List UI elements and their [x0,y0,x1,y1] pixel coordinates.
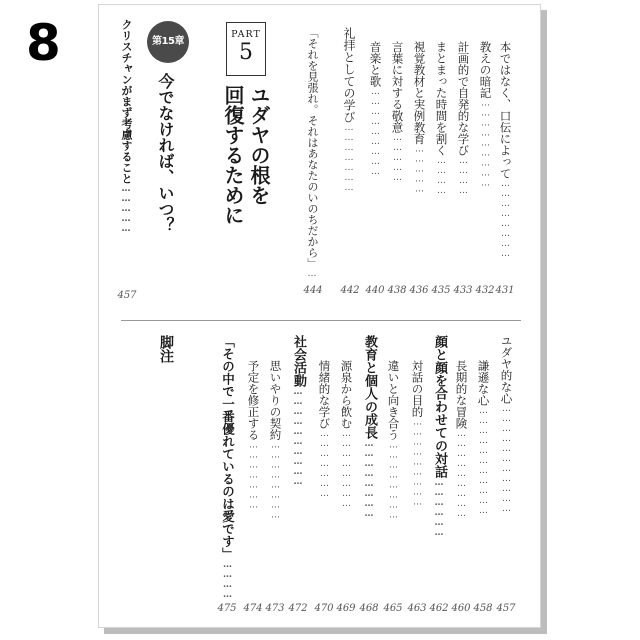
toc-page-ref: 433 [453,285,473,296]
toc-entry[interactable]: 本ではなく、口伝によって…………………… [498,41,513,259]
toc-page-ref: 442 [340,285,360,296]
toc-page-ref: 432 [475,285,495,296]
page-number: 8 [26,14,61,72]
toc-entry[interactable]: クリスチャンがまず考慮すること…………… [120,19,133,234]
toc-entry[interactable]: 源泉から飲む…………………… [339,360,354,509]
toc-page-ref: 463 [407,603,427,614]
toc-page-ref: 472 [288,603,308,614]
toc-entry[interactable]: ユダヤ的な心…………………………… [499,335,514,514]
toc-page-ref: 458 [473,603,493,614]
toc-page-ref: 465 [383,603,403,614]
toc-entry[interactable]: 言葉に対する敬意…………… [390,41,405,183]
toc-entry[interactable]: 「それを見張れ。それはあなたのいのちだから」… [306,27,319,279]
footnotes-label[interactable]: 脚注 [158,335,174,363]
toc-entry[interactable]: 顔と顔を合わせての対話……………… [432,335,447,538]
toc-page-ref: 444 [303,285,323,296]
toc-page-ref: 474 [243,603,263,614]
toc-entry[interactable]: 謙遜な心…………………………… [476,360,491,516]
part-label: PART [231,29,261,40]
part-number: 5 [239,40,253,65]
toc-page-ref: 431 [495,285,515,296]
toc-entry[interactable]: 教えの暗記……………………… [478,41,493,189]
toc-page-ref: 436 [409,285,429,296]
toc-page-ref: 469 [336,603,356,614]
toc-page-ref: 473 [265,603,285,614]
toc-page-ref: 468 [359,603,379,614]
toc-entry[interactable]: 予定を修正する………………… [246,360,261,511]
toc-page-ref: 438 [387,285,407,296]
toc-entry[interactable]: 「その中で一番優れているのは愛です」………… [220,335,236,600]
part-number-box [226,22,266,76]
toc-entry[interactable]: 計画的で自発的な学び………… [456,41,471,196]
part-title-line2: 回復するために [221,85,245,225]
chapter-title[interactable]: 今でなければ、いつ？ [156,73,175,233]
toc-entry[interactable]: まとまった時間を割く………… [434,41,449,196]
toc-page [98,4,541,628]
toc-entry[interactable]: 長期的な冒険……………………… [454,360,469,519]
toc-page-ref: 435 [431,285,451,296]
toc-page-ref: 462 [429,603,449,614]
toc-entry[interactable]: 教育と個人の成長…………………… [362,335,377,519]
toc-entry[interactable]: 思いやりの契約…………………… [268,360,283,521]
part-title-line1: ユダヤの根を [247,85,271,205]
toc-page-ref: 470 [314,603,334,614]
toc-entry[interactable]: 礼拝としての学び………………… [342,27,356,193]
toc-page-ref: 440 [365,285,385,296]
toc-entry[interactable]: 違いと向き合う…………………… [386,360,401,521]
chapter-badge: 第15章 [147,21,189,63]
toc-page-ref: 457 [496,603,516,614]
section-divider [121,320,521,321]
toc-entry[interactable]: 社会活動………………………… [291,335,306,487]
toc-entry[interactable]: 情緒的な学び………………… [317,360,332,499]
toc-page-ref: 475 [217,603,237,614]
toc-page-ref: 460 [451,603,471,614]
toc-entry[interactable]: 視覚教材と実例教育…………… [412,41,427,195]
toc-page-ref: 457 [117,290,137,301]
toc-entry[interactable]: 音楽と歌……………………… [368,41,383,177]
toc-entry[interactable]: 対話の目的……………………… [410,360,425,508]
